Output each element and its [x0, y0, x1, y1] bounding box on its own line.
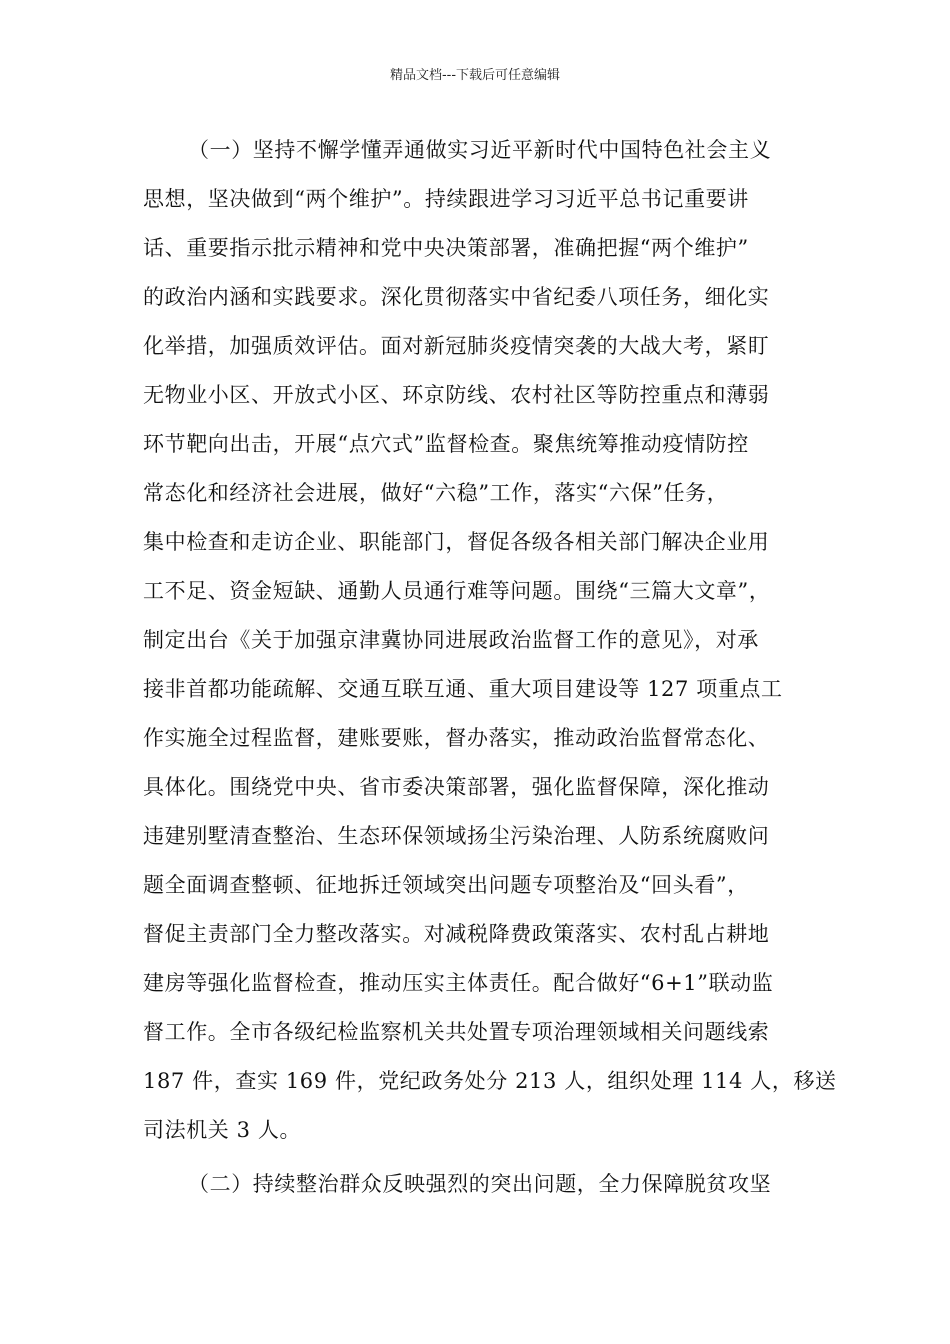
- text-line: 无物业小区、开放式小区、环京防线、农村社区等防控重点和薄弱: [143, 383, 770, 407]
- text-line: 思想，坚决做到“两个维护”。持续跟进学习习近平总书记重要讲: [143, 187, 749, 211]
- text-line: 接非首都功能疏解、交通互联互通、重大项目建设等 127 项重点工: [143, 677, 783, 701]
- text-line: 督工作。全市各级纪检监察机关共处置专项治理领域相关问题线索: [143, 1020, 770, 1044]
- text-line: 话、重要指示批示精神和党中央决策部署，准确把握“两个维护”: [143, 236, 749, 260]
- text-line: 的政治内涵和实践要求。深化贯彻落实中省纪委八项任务，细化实: [143, 285, 770, 309]
- text-line: 违建别墅清查整治、生态环保领域扬尘污染治理、人防系统腐败问: [143, 824, 770, 848]
- text-line: 制定出台《关于加强京津冀协同进展政治监督工作的意见》，对承: [143, 628, 759, 652]
- text-line: 作实施全过程监督，建账要账，督办落实，推动政治监督常态化、: [143, 726, 770, 750]
- text-line: 化举措，加强质效评估。面对新冠肺炎疫情突袭的大战大考，紧盯: [143, 334, 770, 358]
- text-line: 工不足、资金短缺、通勤人员通行难等问题。围绕“三篇大文章”，: [143, 579, 771, 603]
- text-line: 督促主责部门全力整改落实。对减税降费政策落实、农村乱占耕地: [143, 922, 770, 946]
- text-line: 环节靶向出击，开展“点穴式”监督检查。聚焦统筹推动疫情防控: [143, 432, 749, 456]
- text-line: 题全面调查整顿、征地拆迁领域突出问题专项整治及“回头看”，: [143, 873, 749, 897]
- page-header: 精品文档---下载后可任意编辑: [389, 68, 561, 83]
- text-line: 司法机关 3 人。: [143, 1118, 302, 1142]
- text-line: 建房等强化监督检查，推动压实主体责任。配合做好“6+1”联动监: [143, 971, 774, 995]
- text-line: 常态化和经济社会进展，做好“六稳”工作，落实“六保”任务，: [143, 481, 729, 505]
- text-line: （一）坚持不懈学懂弄通做实习近平新时代中国特色社会主义: [188, 138, 772, 162]
- text-line: 集中检查和走访企业、职能部门，督促各级各相关部门解决企业用: [143, 530, 770, 554]
- text-line: 具体化。围绕党中央、省市委决策部署，强化监督保障，深化推动: [143, 775, 770, 799]
- text-line: 187 件，查实 169 件，党纪政务处分 213 人，组织处理 114 人，移送: [143, 1069, 837, 1093]
- text-line: （二）持续整治群众反映强烈的突出问题，全力保障脱贫攻坚: [188, 1172, 772, 1196]
